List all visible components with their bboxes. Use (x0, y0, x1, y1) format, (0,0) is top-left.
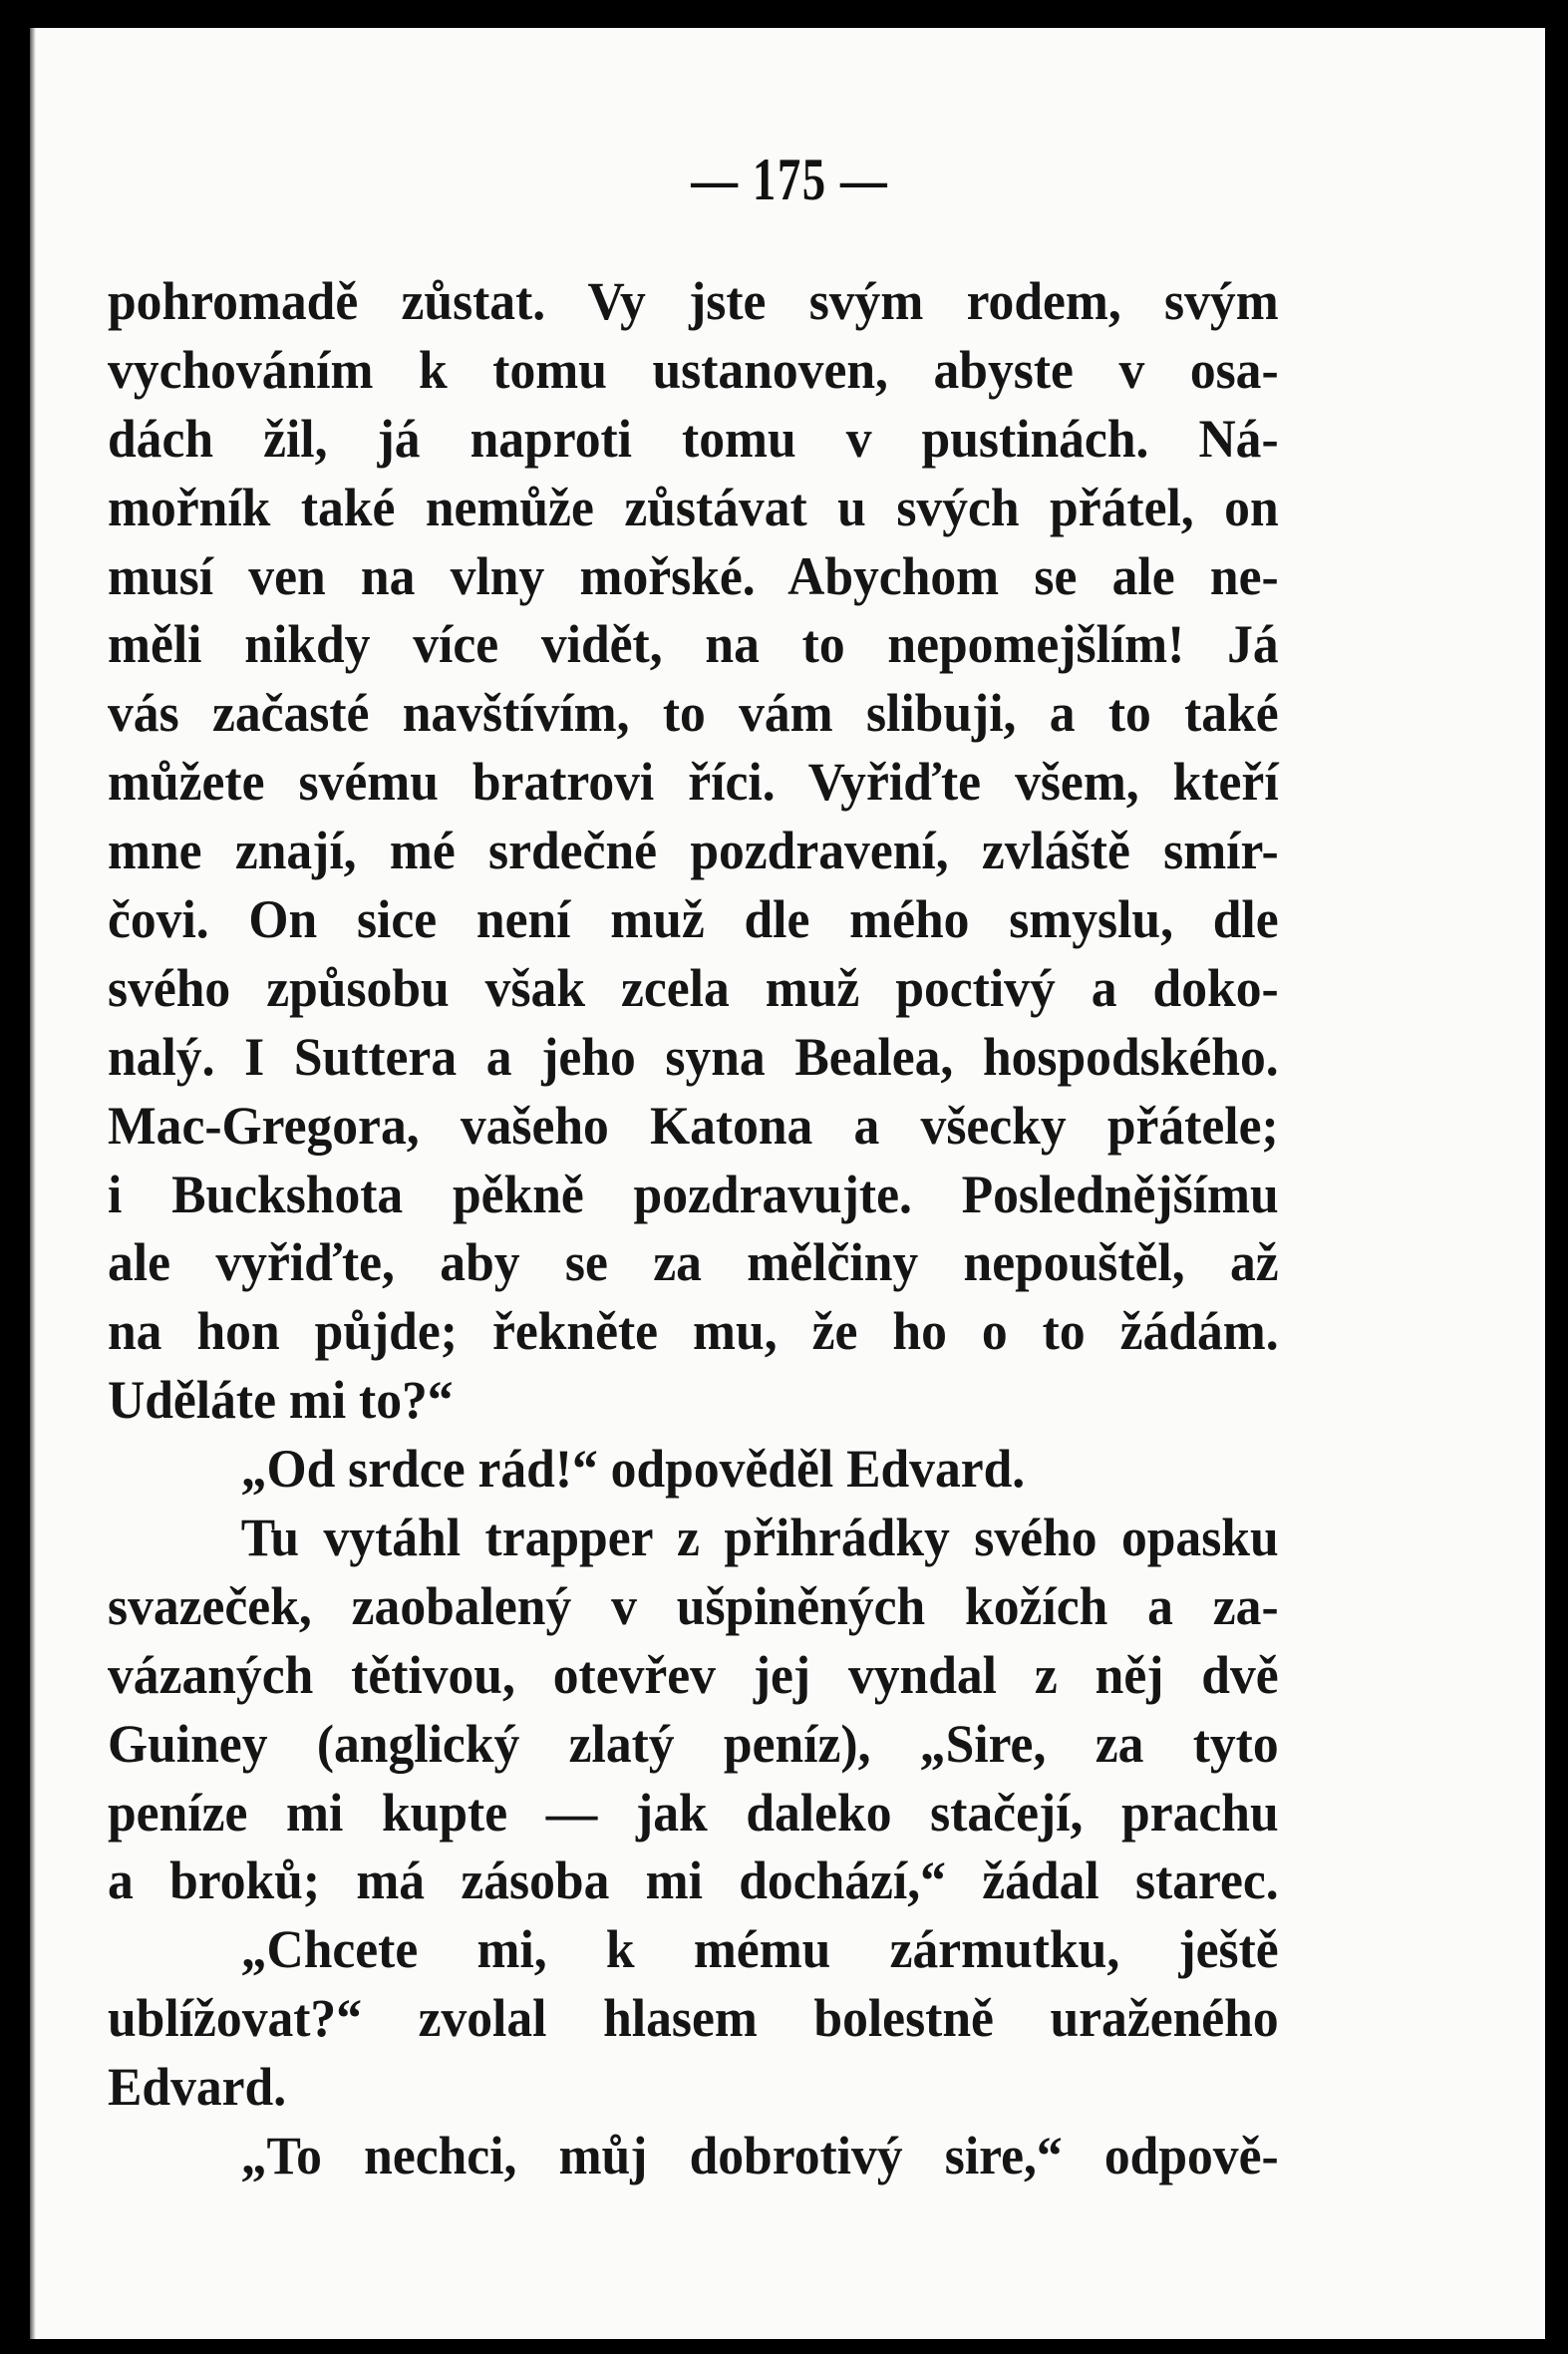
text-line: i Buckshota pěkně pozdravujte. Poslednějšímu (108, 1164, 1279, 1224)
text-line: ale vyřiďte, aby se za mělčiny nepouštěl, až (108, 1232, 1279, 1293)
text-line: dách žil, já naproti tomu v pustinách. Ná- (108, 408, 1279, 469)
text-line: čovi. On sice není muž dle mého smyslu, dle (108, 889, 1279, 950)
text-line: „Chcete mi, k mému zármutku, ještě (240, 1919, 1279, 1980)
text-line: nalý. I Suttera a jeho syna Bealea, hospodského. (108, 1026, 1279, 1087)
text-line: měli nikdy více vidět, na to nepomejšlím! Já (108, 614, 1279, 675)
page-edge-shadow (30, 28, 36, 2339)
text-line: mne znají, mé srdečné pozdravení, zvláště smír- (108, 821, 1279, 881)
text-line: Uděláte mi to?“ (108, 1370, 454, 1431)
scan-border-corner (1453, 0, 1568, 28)
text-line: vás začasté navštívím, to vám slibuji, a to také (108, 683, 1279, 744)
text-line: Guiney (anglický zlatý peníz), „Sire, za tyto (108, 1713, 1279, 1774)
text-line: můžete svému bratrovi říci. Vyřiďte všem, kteří (108, 752, 1279, 813)
text-line: vychováním k tomu ustanoven, abyste v osa- (108, 339, 1279, 400)
page-number: — 175 — (691, 147, 889, 212)
text-line: „To nechci, můj dobrotivý sire,“ odpově- (240, 2126, 1279, 2186)
text-line: a broků; má zásoba mi dochází,“ žádal starec. (108, 1850, 1279, 1911)
body-text (108, 267, 1279, 2190)
text-line: ublížovat?“ zvolal hlasem bolestně uraženého (108, 1988, 1279, 2049)
text-line: Mac-Gregora, vašeho Katona a všecky přátele; (108, 1095, 1279, 1156)
text-line: svazeček, zaobalený v ušpiněných kožích a za- (108, 1575, 1279, 1636)
text-line: vázaných tětivou, otevřev jej vyndal z něj dvě (108, 1644, 1279, 1705)
text-line: Tu vytáhl trapper z přihrádky svého opasku (240, 1508, 1279, 1568)
text-line: mořník také nemůže zůstávat u svých přátel, on (108, 477, 1279, 537)
text-line: na hon půjde; řekněte mu, že ho o to žádám. (108, 1301, 1279, 1362)
text-line: pohromadě zůstat. Vy jste svým rodem, svým (108, 271, 1279, 331)
text-line: Edvard. (108, 2057, 287, 2118)
text-line: peníze mi kupte — jak daleko stačejí, prachu (108, 1782, 1279, 1843)
text-line: „Od srdce rád!“ odpověděl Edvard. (240, 1439, 1026, 1500)
text-line: musí ven na vlny mořské. Abychom se ale ne- (108, 545, 1279, 606)
text-line: svého způsobu však zcela muž poctivý a doko- (108, 957, 1279, 1018)
book-page (30, 28, 1545, 2339)
